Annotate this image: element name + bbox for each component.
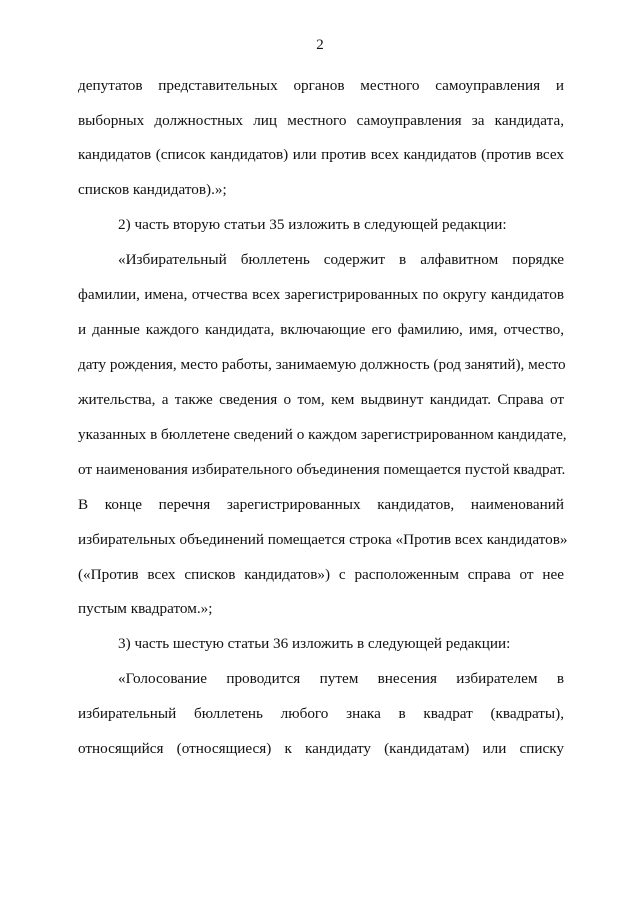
text-line: 2) часть вторую статьи 35 изложить в следующей редакции: — [118, 216, 507, 233]
text-line: депутатов представительных органов местного самоуправления и — [78, 77, 564, 94]
text-line: указанных в бюллетене сведений о каждом зарегистрированном кандидате, — [78, 426, 567, 443]
text-line: пустым квадратом.»; — [78, 600, 213, 617]
text-line: дату рождения, место работы, занимаемую должность (род занятий), место — [78, 356, 566, 373]
page-number: 2 — [316, 37, 324, 53]
text-line: («Против всех списков кандидатов») с расположенным справа от нее — [78, 566, 564, 583]
text-line: относящийся (относящиеся) к кандидату (кандидатам) или списку — [78, 740, 564, 757]
text-line: жительства, а также сведения о том, кем выдвинут кандидат. Справа от — [78, 391, 564, 408]
text-line: списков кандидатов).»; — [78, 181, 227, 198]
text-line: 3) часть шестую статьи 36 изложить в следующей редакции: — [118, 635, 511, 652]
text-line: выборных должностных лиц местного самоуправления за кандидата, — [78, 112, 564, 129]
text-line: кандидатов (список кандидатов) или против всех кандидатов (против всех — [78, 146, 564, 163]
text-line: «Избирательный бюллетень содержит в алфавитном порядке — [118, 251, 564, 268]
text-line: В конце перечня зарегистрированных кандидатов, наименований — [78, 496, 564, 513]
text-line: от наименования избирательного объединения помещается пустой квадрат. — [78, 461, 566, 478]
text-line: фамилии, имена, отчества всех зарегистрированных по округу кандидатов — [78, 286, 564, 303]
text-line: и данные каждого кандидата, включающие его фамилию, имя, отчество, — [78, 321, 564, 338]
text-line: избирательных объединений помещается строка «Против всех кандидатов» — [78, 531, 568, 548]
text-line: «Голосование проводится путем внесения избирателем в — [118, 670, 564, 687]
text-line: избирательный бюллетень любого знака в квадрат (квадраты), — [78, 705, 564, 722]
